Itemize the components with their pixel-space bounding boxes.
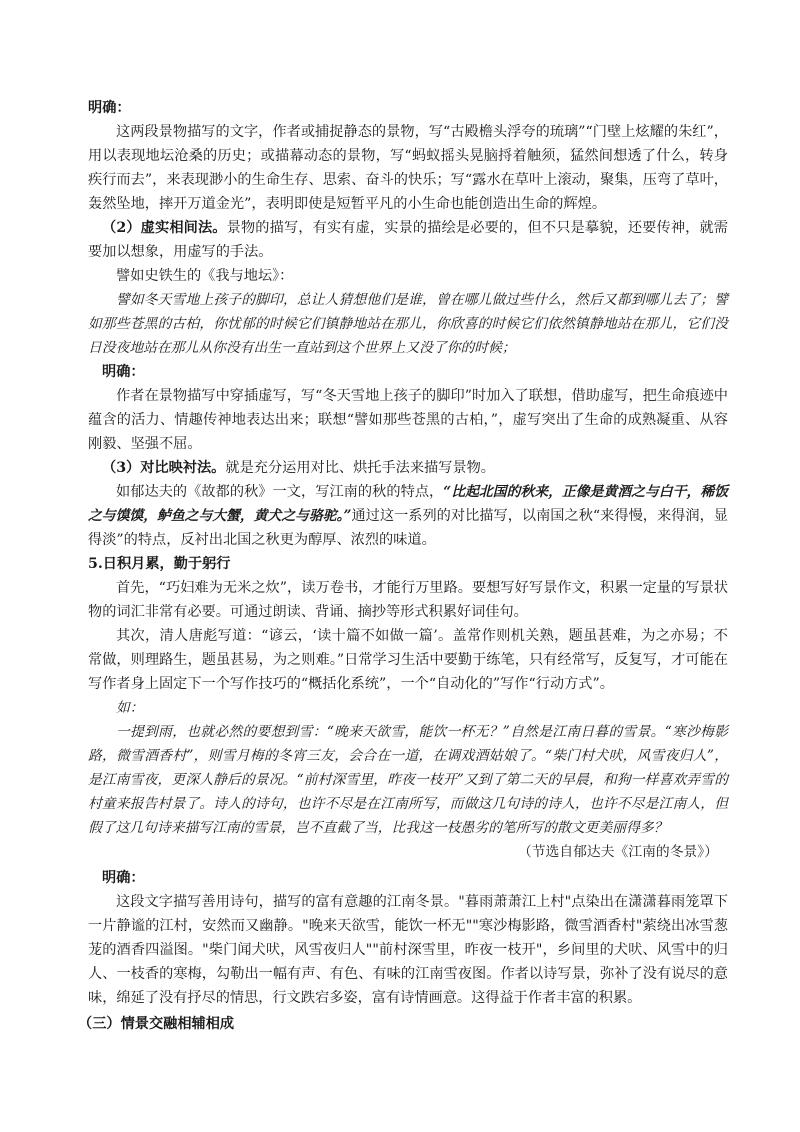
contrast-intro: 如郁达夫的《故都的秋》一文，写江南的秋的特点， — [116, 484, 444, 500]
section-2-text: 景物的描写，有实有虚，实景的描绘是必要的，但不只是摹貌，还要传神，就需要加以想象，用虚写的手法。 — [88, 220, 728, 260]
section-3-heading: （3）对比映衬法。 — [102, 460, 226, 476]
section-2-paragraph — [88, 216, 728, 264]
mingque-label-1: 明确： — [88, 100, 131, 116]
section-2-heading: （2）虚实相间法。 — [102, 220, 227, 236]
paragraph-5b: 其次，清人唐彪写道：“谚云，‘读十篇不如做一篇’。盖常作则机关熟，题虽甚难，为之亦易；不常做，则理路生，题虽甚易，为之则难。”日常学习生活中要勤于练笔，只有经常写，反复写，才可能在写作者身上固定下一个写作技巧的“概括化系统”，一个“自动化的”写作“行动方式”。 — [88, 628, 728, 692]
mingque-label-2: 明确： — [102, 364, 145, 380]
section-3-paragraph — [88, 456, 728, 480]
contrast-quote: “比起北国的秋来，正像是黄酒之与白干，稀饭之与馍馍，鲈鱼之与大蟹，黄犬之与骆驼。” — [88, 484, 728, 524]
quote-paragraph-5: 一提到雨，也就必然的要想到雪：“晚来天欲雪，能饮一杯无？”自然是江南日暮的雪景。“寒沙梅影路，微雪酒香村”，则雪月梅的冬宵三友，会合在一道，在调戏酒姑娘了。“柴门村犬吠，风雪夜归人”，是江南雪夜，更深人静后的景况。“前村深雪里，昨夜一枝开”又到了第二天的早晨，和狗一样喜欢弄雪的村童来报告村景了。诗人的诗句，也许不尽是在江南所写，而做这几句诗的诗人，也许不尽是江南人，但假了这几句诗来描写江南的雪景，岂不直截了当，比我这一枝愚劣的笔所写的散文更美丽得多？ — [88, 724, 728, 836]
contrast-analysis: 通过这一系列的对比描写，以南国之秋“来得慢，来得润，显得淡”的特点，反衬出北国之秋更为醇厚、浓烈的味道。 — [88, 508, 728, 548]
paragraph-5a: 首先，“巧妇难为无米之炊”，读万卷书，才能行万里路。要想写好写景作文，积累一定量的写景状物的词汇非常有必要。可通过朗读、背诵、摘抄等形式积累好词佳句。 — [88, 580, 728, 620]
contrast-paragraph — [88, 480, 728, 552]
analysis-paragraph-1: 这两段景物描写的文字，作者或捕捉静态的景物，写“古殿檐头浮夸的琉璃”“门壁上炫耀的朱红”，用以表现地坛沧桑的历史；或描幕动态的景物，写“蚂蚁摇头晃脑捋着触须，猛然间想透了什么，转身疾行而去”，来表现渺小的生命生存、思索、奋斗的快乐；写“露水在草叶上滚动，聚集，压弯了草叶，轰然坠地，摔开万道金光”，表明即使是短暂平凡的小生命也能创造出生命的辉煌。 — [88, 124, 728, 212]
analysis-paragraph-3: 这段文字描写善用诗句，描写的富有意趣的江南冬景。"暮雨萧萧江上村"点染出在潇潇暮雨笼罩下一片静谧的江村，安然而又幽静。"晚来天欲雪，能饮一杯无""寒沙梅影路，微雪酒香村"萦绕出冰雪葱茏的酒香四溢图。"柴门闻犬吠，风雪夜归人""前村深雪里，昨夜一枝开"，乡间里的犬吠、风雪中的归人、一枝香的寒梅，勾勒出一幅有声、有色、有味的江南雪夜图。作者以诗写景，弥补了没有说尽的意味，绵延了没有抒尽的情思，行文跌宕多姿，富有诗情画意。这得益于作者丰富的积累。 — [88, 894, 728, 1006]
section-5-heading: 5.日积月累，勤于躬行 — [88, 556, 231, 572]
quote-paragraph-2: 譬如冬天雪地上孩子的脚印，总让人猜想他们是谁，曾在哪儿做过些什么，然后又都到哪儿去了；譬如那些苍黑的古柏，你忧郁的时候它们镇静地站在那儿，你欣喜的时候它们依然镇静地站在那儿，它们没日没夜地站在那儿从你没有出生一直站到这个世界上又没了你的时候； — [88, 292, 728, 356]
mingque-label-3: 明确： — [102, 870, 145, 886]
example-2-intro: 譬如史铁生的《我与地坛》： — [116, 268, 294, 284]
quote-source: （节选自郁达夫《江南的冬景》） — [517, 844, 718, 860]
section-3-text: 就是充分运用对比、烘托手法来描写景物。 — [225, 460, 495, 476]
section-three-heading: （三）情景交融相辅相成 — [78, 1016, 235, 1032]
analysis-paragraph-2: 作者在景物描写中穿插虚写，写“冬天雪地上孩子的脚印”时加入了联想，借助虚写，把生命痕迹中蕴含的活力、情趣传神地表达出来；联想“譬如那些苍黑的古柏，”，虚写突出了生命的成熟凝重、从容刚毅、坚强不屈。 — [88, 388, 728, 452]
example-label: 如： — [116, 700, 144, 716]
